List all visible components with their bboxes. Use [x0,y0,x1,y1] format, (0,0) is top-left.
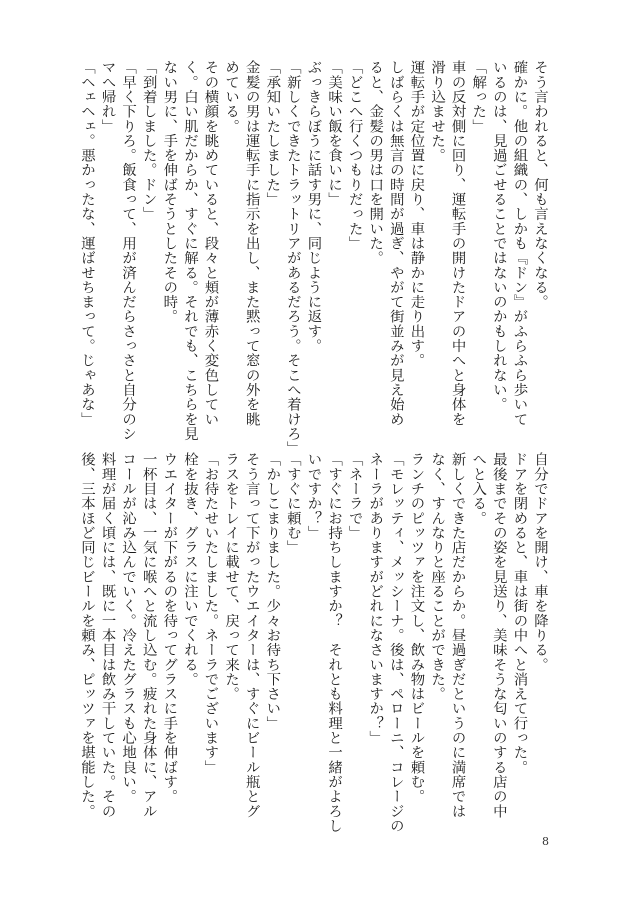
text-line: 「到着しました。ドン」 [140,60,157,222]
text-line: 「ネーラで」 [346,452,363,540]
text-line: 「解った」 [470,60,487,134]
text-line: いですか？」 [305,452,322,540]
text-line: 栓を抜き、グラスに注いでくれる。 [181,452,198,687]
text-line: 運転手が定位置に戻り、車は静かに走り出す。 [408,60,425,368]
text-line: ない男に、手を伸ばそうとしたその時。 [161,60,178,324]
text-line: 「どこへ行くつもりだった」 [346,60,363,251]
text-line: 「モレッティ、メッシーナ。後は、ペローニ、コレージの [387,452,404,833]
text-line: 確かに。他の組織の、しかも『ドン』がふらふら歩いて [511,60,528,427]
page-number: 8 [542,835,549,848]
text-line: 最後までその姿を見送り、美味そうな匂いのする店の中 [490,452,507,819]
text-line: く。白い肌だからか、すぐに解る。それでも、こちらを見 [181,60,198,441]
text-line: 料理が届く頃には、既に一本目は飲み干していた。その [99,452,116,819]
lower-text-block [76,452,550,833]
text-line: ドアを閉めると、車は街の中へと消えて行った。 [511,452,528,775]
text-line: 「すぐに頼む」 [284,452,301,555]
text-line: 「すぐにお持ちしますか？ それとも料理と一緒がよろし [326,452,343,833]
text-line: マへ帰れ」 [99,60,116,134]
text-line: コールが沁み込んでいく。冷えたグラスも心地良い。 [120,452,137,804]
text-line: 「新しくできたトラットリアがあるだろう。そこへ着けろ」 [284,60,301,456]
upper-text-block [76,60,550,456]
text-line: 「ヘェヘェ。悪かったな、運ばせちまって。じゃあな」 [78,60,95,427]
text-line: しばらくは無言の時間が過ぎ、やがて街並みが見え始め [387,60,404,427]
text-line: その横顔を眺めていると、段々と頬が薄赤く変色してい [202,60,219,427]
text-line: 後、三本ほど同じビールを頼み、ピッツァを堪能した。 [78,452,95,819]
text-line: 「美味い飯を食いに」 [326,60,343,207]
text-line: ぶっきらぼうに話す男に、同じように返す。 [305,60,322,353]
text-line: 車の反対側に回り、運転手の開けたドアの中へと身体を [449,60,466,427]
text-line: 一杯目は、一気に喉へと流し込む。疲れた身体に、アル [140,452,157,819]
text-line: 金髪の男は運転手に指示を出し、また黙って窓の外を眺 [243,60,260,427]
text-line: 滑り込ませた。 [429,60,446,163]
text-line: ラスをトレイに載せて、戻って来た。 [223,452,240,702]
text-line: いるのは、見過ごせることではないのかもしれない。 [490,60,507,412]
text-line: 「承知いたしました」 [264,60,281,207]
text-line: 「早く下りろ。飯食って、用が済んだらさっさと自分のシ [120,60,137,441]
text-line: ると、金髪の男は口を開いた。 [367,60,384,266]
text-line: へと入る。 [470,452,487,526]
text-line: ランチのピッツァを注文し、飲み物はビールを頼む。 [408,452,425,804]
text-line: 「お待たせいたしました。ネーラでございます」 [202,452,219,775]
text-line: ネーラがありますがどれになさいますか？」 [367,452,384,745]
text-line: めている。 [223,60,240,134]
text-line: 自分でドアを開け、車を降りる。 [532,452,548,672]
text-line: ウエイターが下がるのを待ってグラスに手を伸ばす。 [161,452,178,804]
text-line: なく、すんなりと座ることができた。 [429,452,446,702]
text-line: そう言って下がったウエイターは、すぐにビール瓶とグ [243,452,260,819]
text-line: そう言われると、何も言えなくなる。 [532,60,548,310]
text-line: 「かしこまりました。少々お待ち下さい」 [264,452,281,731]
text-line: 新しくできた店だからか。昼過ぎだというのに満席では [449,452,466,819]
